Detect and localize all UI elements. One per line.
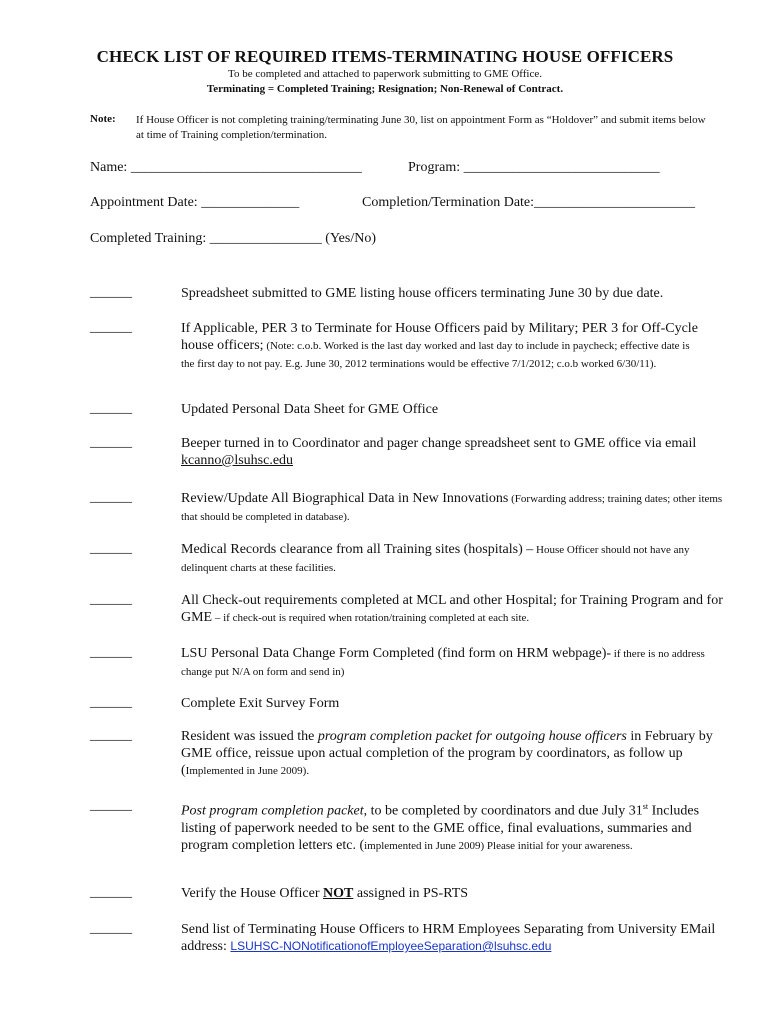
checkbox-blank[interactable]: ______ — [90, 695, 132, 710]
completion-date-field[interactable]: Completion/Termination Date:_______________________ — [362, 195, 696, 210]
checkbox-blank[interactable]: ______ — [90, 490, 132, 505]
checkbox-blank[interactable]: ______ — [90, 645, 132, 660]
item-text: Review/Update All Biographical Data in New Innovations (Forwarding address; training dates; other items that should be completed in database). — [181, 491, 723, 523]
checkbox-blank[interactable]: ______ — [90, 401, 132, 416]
document-subtitle: To be completed and attached to paperwork submitting to GME Office. — [228, 68, 542, 80]
checkbox-blank[interactable]: ______ — [90, 435, 132, 450]
item-text: Updated Personal Data Sheet for GME Office — [181, 402, 439, 417]
checkbox-blank[interactable]: ______ — [90, 320, 132, 335]
terminating-definition: Terminating = Completed Training; Resignation; Non-Renewal of Contract. — [206, 83, 564, 95]
checkbox-blank[interactable]: ______ — [90, 541, 132, 556]
checkbox-blank[interactable]: ______ — [90, 592, 132, 607]
item-text: Send list of Terminating House Officers to HRM Employees Separating from University EMail address: LSUHSC-NONotificationofEmployeeSeparation@lsuhsc.edu — [181, 922, 716, 954]
email-link[interactable]: kcanno@lsuhsc.edu — [181, 453, 294, 468]
item-text: If Applicable, PER 3 to Terminate for House Officers paid by Military; PER 3 for Off-Cycle house officers; (Note: c.o.b. Worked is the last day worked and last day to include in paycheck; effective date is the first day to not pay. E.g. June 30, 2012 terminations would be effective 7/1/2012; c.o.b worked 6/30/11). — [181, 321, 698, 370]
note-label: Note: — [90, 113, 116, 125]
item-text: Resident was issued the program completion packet for outgoing house officers in February by GME office, reissue upon actual completion of the program by coordinators, as follow up (Implemented in June 2009). — [181, 729, 713, 778]
item-text: Spreadsheet submitted to GME listing house officers terminating June 30 by due date. — [181, 286, 664, 301]
completed-training-field[interactable]: Completed Training: ________________ (Yes/No) — [90, 231, 376, 246]
checkbox-blank[interactable]: ______ — [90, 885, 132, 900]
hrm-email-link[interactable]: LSUHSC-NONotificationofEmployeeSeparation@lsuhsc.edu — [230, 939, 552, 953]
item-text: Verify the House Officer NOT assigned in PS-RTS — [181, 886, 469, 901]
checkbox-blank[interactable]: ______ — [90, 921, 132, 936]
appointment-date-field[interactable]: Appointment Date: ______________ — [90, 195, 300, 210]
item-text: All Check-out requirements completed at MCL and other Hospital; for Training Program and for GME – if check-out is required when rotation/training completed at each site. — [181, 593, 723, 625]
note-text: If House Officer is not completing training/terminating June 30, list on appointment Form as “Holdover” and submit items below at time of Training completion/termination. — [136, 114, 706, 141]
checkbox-blank[interactable]: ______ — [90, 285, 132, 300]
item-text: Post program completion packet, to be completed by coordinators and due July 31st Includes listing of paperwork needed to be sent to the GME office, final evaluations, summaries and program completion letters etc. (implemented in June 2009) Please initial for your awareness. — [181, 802, 700, 853]
item-text: Complete Exit Survey Form — [181, 696, 340, 711]
checkbox-blank[interactable]: ______ — [90, 728, 132, 743]
document-title: CHECK LIST OF REQUIRED ITEMS-TERMINATING HOUSE OFFICERS — [96, 47, 674, 66]
name-field[interactable]: Name: _________________________________ — [90, 160, 362, 175]
item-text: Medical Records clearance from all Training sites (hospitals) – House Officer should not have any delinquent charts at these facilities. — [181, 542, 690, 574]
checkbox-blank[interactable]: ______ — [90, 798, 132, 813]
program-field[interactable]: Program: ____________________________ — [408, 160, 660, 175]
item-text: Beeper turned in to Coordinator and pager change spreadsheet sent to GME office via email kcanno@lsuhsc.edu — [181, 436, 697, 468]
item-text: LSU Personal Data Change Form Completed (find form on HRM webpage)- if there is no address change put N/A on form and send in) — [181, 646, 705, 678]
